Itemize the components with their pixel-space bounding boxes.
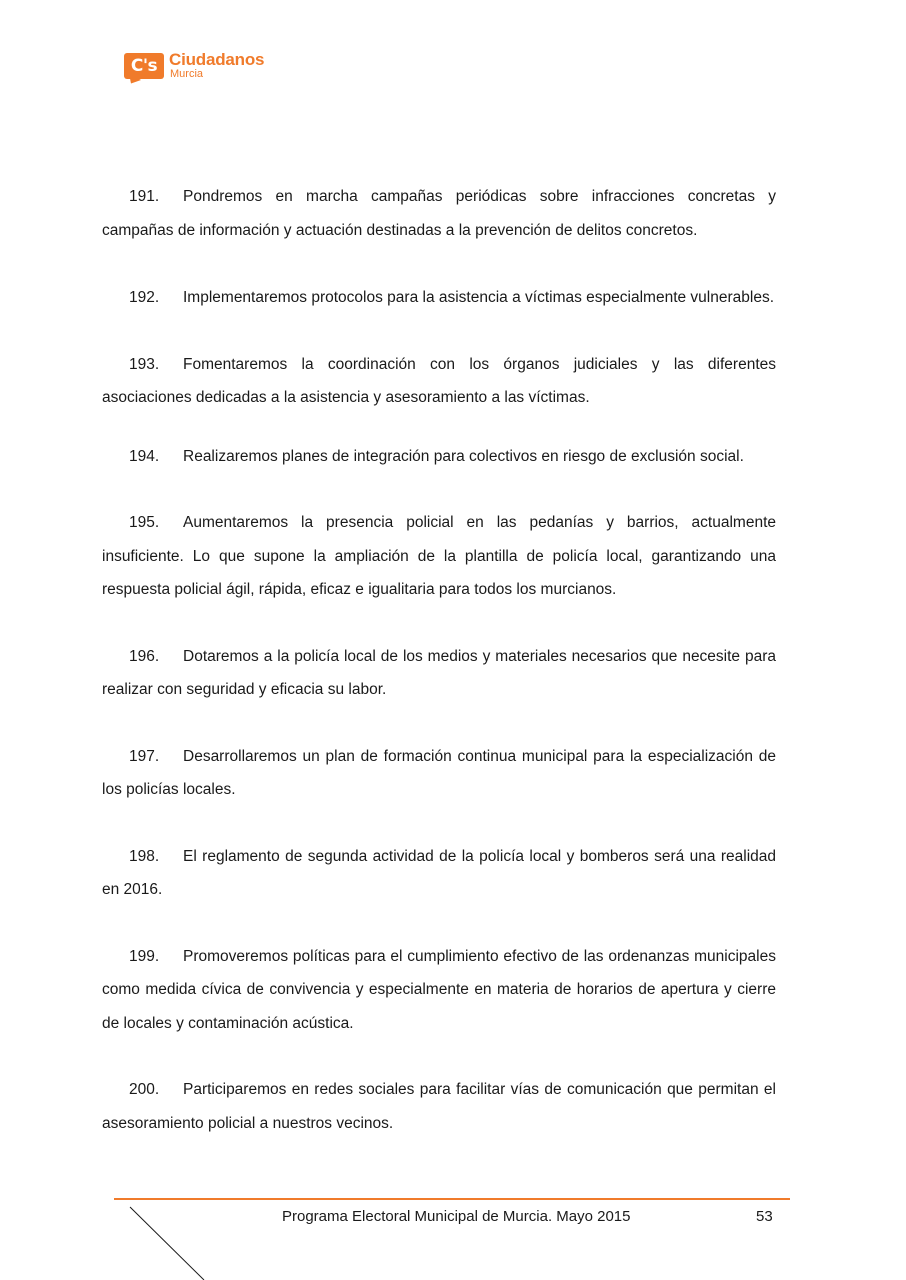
logo-name: Ciudadanos (169, 50, 265, 69)
item-number: 199. (129, 947, 160, 965)
logo-region: Murcia (170, 68, 204, 80)
item-text: Promoveremos políticas para el cumplimiento efectivo de las ordenanzas municipales como medida cívica de convivencia y especialmente en materia de horarios de apertura y cierre de locales y contaminación acústica. (102, 947, 776, 1032)
footer-title: Programa Electoral Municipal de Murcia. Mayo 2015 (282, 1208, 631, 1225)
item-text: El reglamento de segunda actividad de la policía local y bomberos será una realidad en 2016. (102, 847, 776, 898)
item-text: Participaremos en redes sociales para facilitar vías de comunicación que permitan el asesoramiento policial a nuestros vecinos. (102, 1081, 776, 1132)
item-text: Realizaremos planes de integración para colectivos en riesgo de exclusión social. (183, 447, 744, 465)
logo-mark: C's (124, 53, 164, 79)
item-number: 193. (129, 355, 160, 373)
item-text: Aumentaremos la presencia policial en las pedanías y barrios, actualmente insuficiente. Lo que supone la ampliación de la plantilla de policía local, garantizando una respuesta policial ágil, rápida, eficaz e igualitaria para todos los murcianos. (102, 514, 776, 598)
item-text: Fomentaremos la coordinación con los órganos judiciales y las diferentes asociaciones dedicadas a la asistencia y asesoramiento a las víctimas. (102, 355, 776, 406)
item-text: Dotaremos a la policía local de los medios y materiales necesarios que necesite para realizar con seguridad y eficacia su labor. (102, 647, 776, 698)
item-text: Pondremos en marcha campañas periódicas sobre infracciones concretas y campañas de información y actuación destinadas a la prevención de delitos concretos. (102, 188, 776, 239)
item-number: 198. (129, 847, 160, 865)
item-number: 197. (129, 747, 160, 765)
item-number: 195. (129, 514, 160, 531)
item-number: 194. (129, 447, 160, 465)
page-number: 53 (756, 1208, 773, 1225)
item-text: Desarrollaremos un plan de formación continua municipal para la especialización de los policías locales. (102, 747, 776, 798)
item-number: 191. (129, 188, 160, 205)
item-number: 196. (129, 647, 160, 665)
item-number: 200. (129, 1081, 160, 1098)
item-number: 192. (129, 289, 160, 306)
item-text: Implementaremos protocolos para la asistencia a víctimas especialmente vulnerables. (183, 289, 775, 306)
